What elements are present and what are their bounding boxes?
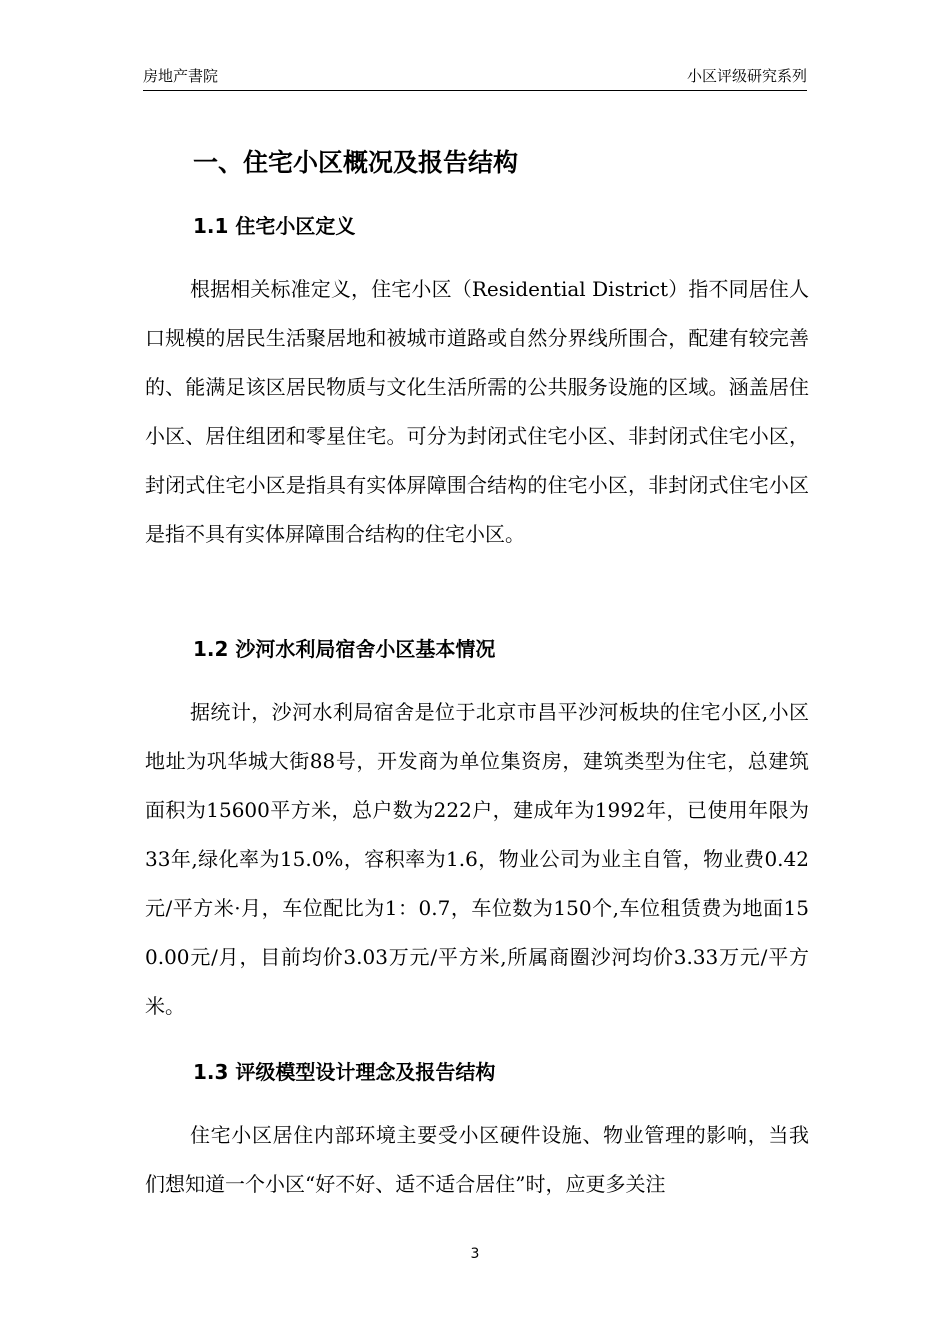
header-divider	[143, 90, 807, 91]
page-number: 3	[470, 1246, 480, 1262]
subsection-heading-1-3: 1.3 评级模型设计理念及报告结构	[193, 1060, 496, 1084]
subsection-heading-1-1: 1.1 住宅小区定义	[193, 214, 356, 238]
paragraph-1-2: 据统计，沙河水利局宿舍是位于北京市昌平沙河板块的住宅小区,小区地址为巩华城大街88号，开发商为单位集资房，建筑类型为住宅，总建筑面积为15600平方米，总户数为222户，建成年为1992年，已使用年限为33年,绿化率为15.0%，容积率为1.6，物业公司为业主自管，物业费0.42元/平方米·月，车位配比为1：0.7，车位数为150个,车位租赁费为地面150.00元/月，目前均价3.03万元/平方米,所属商圈沙河均价3.33万元/平方米。	[145, 700, 809, 1018]
header-right-text: 小区评级研究系列	[686, 67, 807, 85]
paragraph-1-1: 根据相关标准定义，住宅小区（Residential District）指不同居住人口规模的居民生活聚居地和被城市道路或自然分界线所围合，配建有较完善的、能满足该区居民物质与文化生活所需的公共服务设施的区域。涵盖居住小区、居住组团和零星住宅。可分为封闭式住宅小区、非封闭式住宅小区，封闭式住宅小区是指具有实体屏障围合结构的住宅小区，非封闭式住宅小区是指不具有实体屏障围合结构的住宅小区。	[145, 277, 809, 546]
header-left-text: 房地产書院	[143, 67, 219, 85]
paragraph-1-3: 住宅小区居住内部环境主要受小区硬件设施、物业管理的影响，当我们想知道一个小区“好不好、适不适合居住”时，应更多关注	[145, 1123, 809, 1196]
subsection-heading-1-2: 1.2 沙河水利局宿舍小区基本情况	[193, 637, 496, 661]
section-heading-1: 一、住宅小区概况及报告结构	[193, 148, 519, 177]
